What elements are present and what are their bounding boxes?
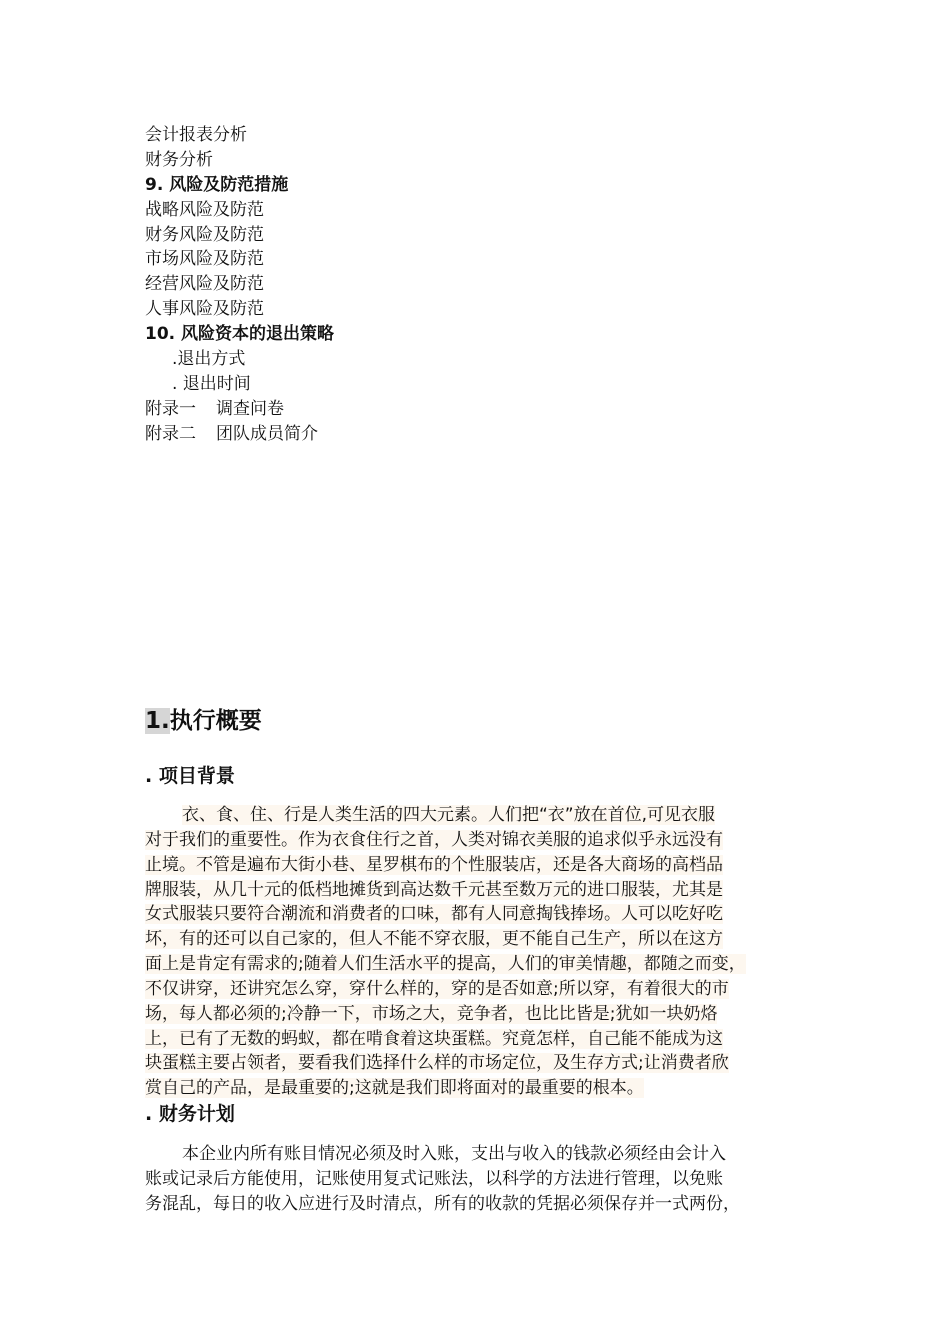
- appendix-label: 附录一: [145, 398, 196, 419]
- subsection-heading-finance: . 财务计划: [145, 1103, 235, 1125]
- toc-item: 人事风险及防范: [145, 299, 264, 320]
- paragraph-line: 对于我们的重要性。作为衣食住行之首，人类对锦衣美服的追求似乎永远没有: [145, 829, 723, 850]
- paragraph-line: 面上是肯定有需求的;随着人们生活水平的提高，人们的审美情趣，都随之而变，: [145, 954, 746, 975]
- toc-heading: 10. 风险资本的退出策略: [145, 324, 335, 345]
- table-of-contents: [145, 123, 334, 447]
- toc-appendix: [145, 397, 334, 422]
- toc-subitem: .退出方式: [172, 349, 246, 370]
- appendix-label: 附录二: [145, 423, 196, 444]
- subsection-heading-background: . 项目背景: [145, 765, 235, 787]
- toc-item: 战略风险及防范: [145, 199, 264, 220]
- paragraph-line: 女式服装只要符合潮流和消费者的口味，都有人同意掏钱捧场。人可以吃好吃: [145, 904, 723, 925]
- paragraph-line: 上，已有了无数的蚂蚁，都在啃食着这块蛋糕。究竟怎样，自己能不能成为这: [145, 1028, 723, 1049]
- toc-item: 经营风险及防范: [145, 274, 264, 295]
- toc-item: 财务风险及防范: [145, 224, 264, 245]
- paragraph-line: 衣、食、住、行是人类生活的四大元素。人们把“衣”放在首位,可见衣服: [182, 805, 716, 825]
- paragraph-line: 本企业内所有账目情况必须及时入账，支出与收入的钱款必须经由会计入: [182, 1144, 726, 1164]
- toc-appendix: [145, 422, 334, 447]
- section-title: 执行概要: [169, 708, 262, 734]
- section-number: 1.: [145, 708, 170, 734]
- paragraph-line: 牌服装，从几十元的低档地摊货到高达数千元甚至数万元的进口服装，尤其是: [145, 879, 723, 900]
- paragraph-line: 账或记录后方能使用，记账使用复式记账法，以科学的方法进行管理，以免账: [145, 1168, 723, 1189]
- paragraph-line: 务混乱，每日的收入应进行及时清点，所有的收款的凭据必须保存并一式两份，: [145, 1193, 740, 1214]
- background-paragraph: [145, 803, 820, 1101]
- appendix-title: 团队成员简介: [216, 423, 318, 444]
- paragraph-line: 止境。不管是遍布大街小巷、星罗棋布的个性服装店，还是各大商场的高档品: [145, 854, 723, 875]
- section-heading: [145, 704, 262, 738]
- toc-heading: 9. 风险及防范措施: [145, 174, 289, 195]
- paragraph-line: 场，每人都必须的;冷静一下，市场之大，竞争者，也比比皆是;犹如一块奶烙: [145, 1003, 718, 1024]
- paragraph-line: 赏自己的产品，是最重要的;这就是我们即将面对的最重要的根本。: [145, 1078, 644, 1099]
- appendix-title: 调查问卷: [216, 398, 284, 419]
- finance-paragraph: [145, 1142, 820, 1217]
- toc-item: 财务分析: [145, 149, 213, 170]
- toc-item: 会计报表分析: [145, 125, 247, 145]
- paragraph-line: 块蛋糕主要占领者，要看我们选择什么样的市场定位，及生存方式;让消费者欣: [145, 1053, 729, 1074]
- paragraph-line: 不仅讲穿，还讲究怎么穿，穿什么样的，穿的是否如意;所以穿，有着很大的市: [145, 978, 729, 999]
- toc-item: 市场风险及防范: [145, 249, 264, 270]
- paragraph-line: 坏，有的还可以自己家的，但人不能不穿衣服，更不能自己生产，所以在这方: [145, 929, 723, 950]
- toc-subitem: . 退出时间: [172, 373, 251, 394]
